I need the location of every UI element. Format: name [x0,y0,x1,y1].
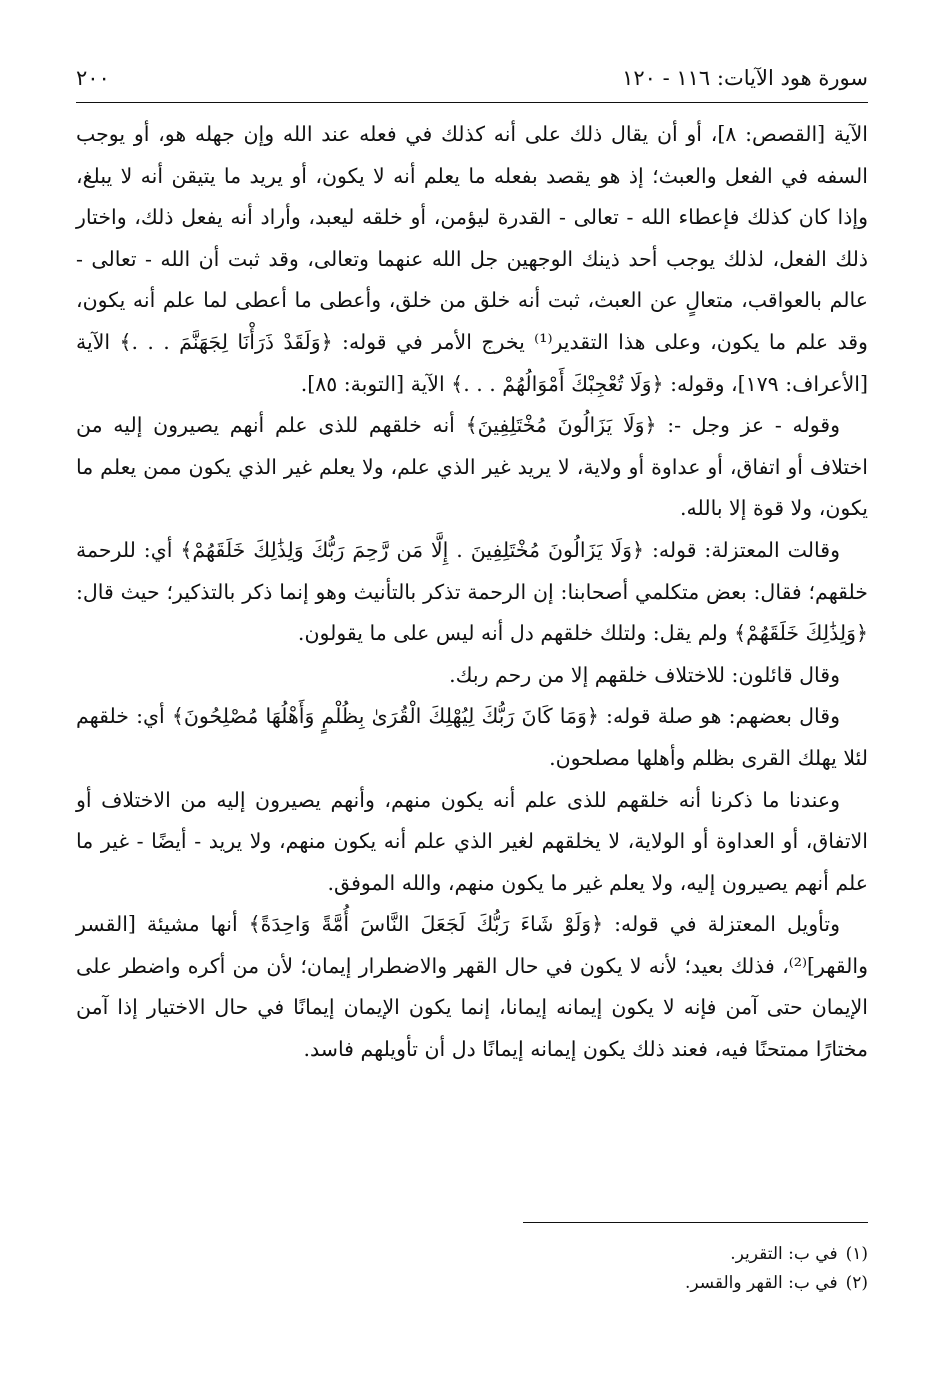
paragraph-6 [76,780,868,905]
paragraph-4 [76,655,868,697]
text-line: مُصْلِحُونَ﴾ أي: خلقهم لئلا يهلك القرى بظلم وأهلها مصلحون. [76,704,868,770]
page-title: سورة هود الآيات: ١١٦ - ١٢٠ [622,66,868,90]
text-line: اختلاف أو اتفاق، أو عداوة أو ولاية، لا يريد غير الذي علم، ولا يعلم غير الذي يكون [188,454,868,479]
text-line: الآية [القصص: ٨]، أو أن يقال ذلك على أنه كذلك في فعله عند الله وإن جهله هو، أو [133,122,868,146]
footnote-1 [76,1240,868,1269]
text-line: واضطر على الإيمان حتى آمن فإنه لا يكون إيمانه إيمانا، إنما يكون الإيمان إيمانًا في حال [76,953,868,1020]
footnote-text: في ب: القهر والقسر. [684,1273,838,1293]
text-line: وقال بعضهم: هو صلة قوله: ﴿وَمَا كَانَ رَبُّكَ لِيُهْلِكَ الْقُرَىٰ بِظُلْمٍ وَأَهْلُهَا [265,704,840,729]
text-line: الاختلاف أو الاتفاق، أو العداوة أو الولاية، لا يخلقهم لغير الذي علم أنه يكون منهم، [76,787,868,854]
text-line: وتأويل المعتزلة في قوله: ﴿وَلَوْ شَاءَ رَبُّكَ لَجَعَلَ النَّاسَ أُمَّةً وَاحِدَةً﴾ أنها مشيئة [القسر [76,912,840,937]
running-head [76,58,868,98]
paragraph-7 [76,904,868,1070]
paragraph-2 [76,405,868,530]
text-line: وقوله - عز وجل -: ﴿وَلَا يَزَالُونَ مُخْتَلِفِينَ﴾ أنه خلقهم للذى علم أنهم يصيرون إليه من [76,413,840,438]
text-line: للرحمة خلقهم؛ فقال: بعض متكلمي أصحابنا: إن الرحمة تذكر بالتأنيث وهو إنما ذكر [76,537,868,604]
header-rule [76,102,868,103]
paragraph-3 [76,530,868,655]
footnotes [76,1240,868,1298]
paragraph-5 [76,696,868,779]
text-line: الأمر في قوله: ﴿وَلَقَدْ ذَرَأْنَا لِجَهَنَّمَ . . .﴾ الآية [الأعراف: ١٧٩]، وقوله: ﴿وَلَا تُعْجِبْكَ [76,329,868,396]
text-line: خلق، وأعطى ما أعطى لما علم أنه يكون، وقد علم ما يكون، وعلى هذا التقدير⁽¹⁾ يخرج [76,288,868,354]
text-line: ممن يعلم ما يكون، ولا قوة إلا بالله. [76,454,868,521]
text-line: الموفق. [327,870,396,895]
footnote-rule [523,1222,868,1223]
text-line: يقولون. [297,621,363,646]
text-line: يوجب السفه في الفعل والعبث؛ إذ هو يقصد بفعله ما يعلم أنه لا يكون، أو يريد ما يتيقن [76,122,868,188]
text-line: بالتذكير؛ حيث قال: ﴿وَلِذَٰلِكَ خَلَقَهُمْ﴾ ولم يقل: ولتلك خلقهم دل أنه ليس على ما [76,579,868,646]
text-line: والقهر]⁽²⁾، فذلك بعيد؛ لأنه لا يكون في حال القهر والاضطرار إيمان؛ لأن من أكره [187,953,868,978]
footnote-number: (٢) [845,1273,868,1293]
text-line: وعندنا ما ذكرنا أنه خلقهم للذى علم أنه يكون منهم، وأنهم يصيرون إليه من [180,787,840,812]
text-line: الاختيار إذا آمن مختارًا ممتحنًا فيه، فعند ذلك يكون إيمانه إيمانًا دل أن تأويلهم فاسد. [76,995,868,1062]
text-line: أنه يفعل ذلك، واختار ذلك الفعل، لذلك يوجب أحد ذينك الوجهين جل الله عنهما [76,205,868,271]
page-number: ٢٠٠ [76,66,110,90]
footnote-text: في ب: التقرير. [730,1244,838,1264]
footnote-number: (١) [845,1244,868,1264]
text-line: أَمْوَالُهُمْ . . .﴾ الآية [التوبة: ٨٥]. [300,371,565,396]
text-line: وتعالى، وقد ثبت أن الله - تعالى - عالم بالعواقب، متعالٍ عن العبث، ثبت أنه خلق من [76,246,868,313]
paragraph-1 [76,114,868,405]
text-line: وقالت المعتزلة: قوله: ﴿وَلَا يَزَالُونَ مُخْتَلِفِينَ . إِلَّا مَن رَّحِمَ رَبُّكَ وَلِذَٰلِكَ خَلَقَهُمْ﴾ أي: [143,537,840,562]
footnote-2 [76,1269,868,1298]
body-text [76,114,868,1071]
text-line: أنه لا يبلغ، وإذا كان كذلك فإعطاء الله - تعالى - القدرة ليؤمن، أو خلقه ليعبد، وأراد [76,163,868,230]
text-line: وقال قائلون: للاختلاف خلقهم إلا من رحم ربك. [449,662,840,687]
text-line: ولا يريد - أيضًا - غير ما علم أنهم يصيرون إليه، ولا يعلم غير ما يكون منهم، والله [76,829,868,895]
